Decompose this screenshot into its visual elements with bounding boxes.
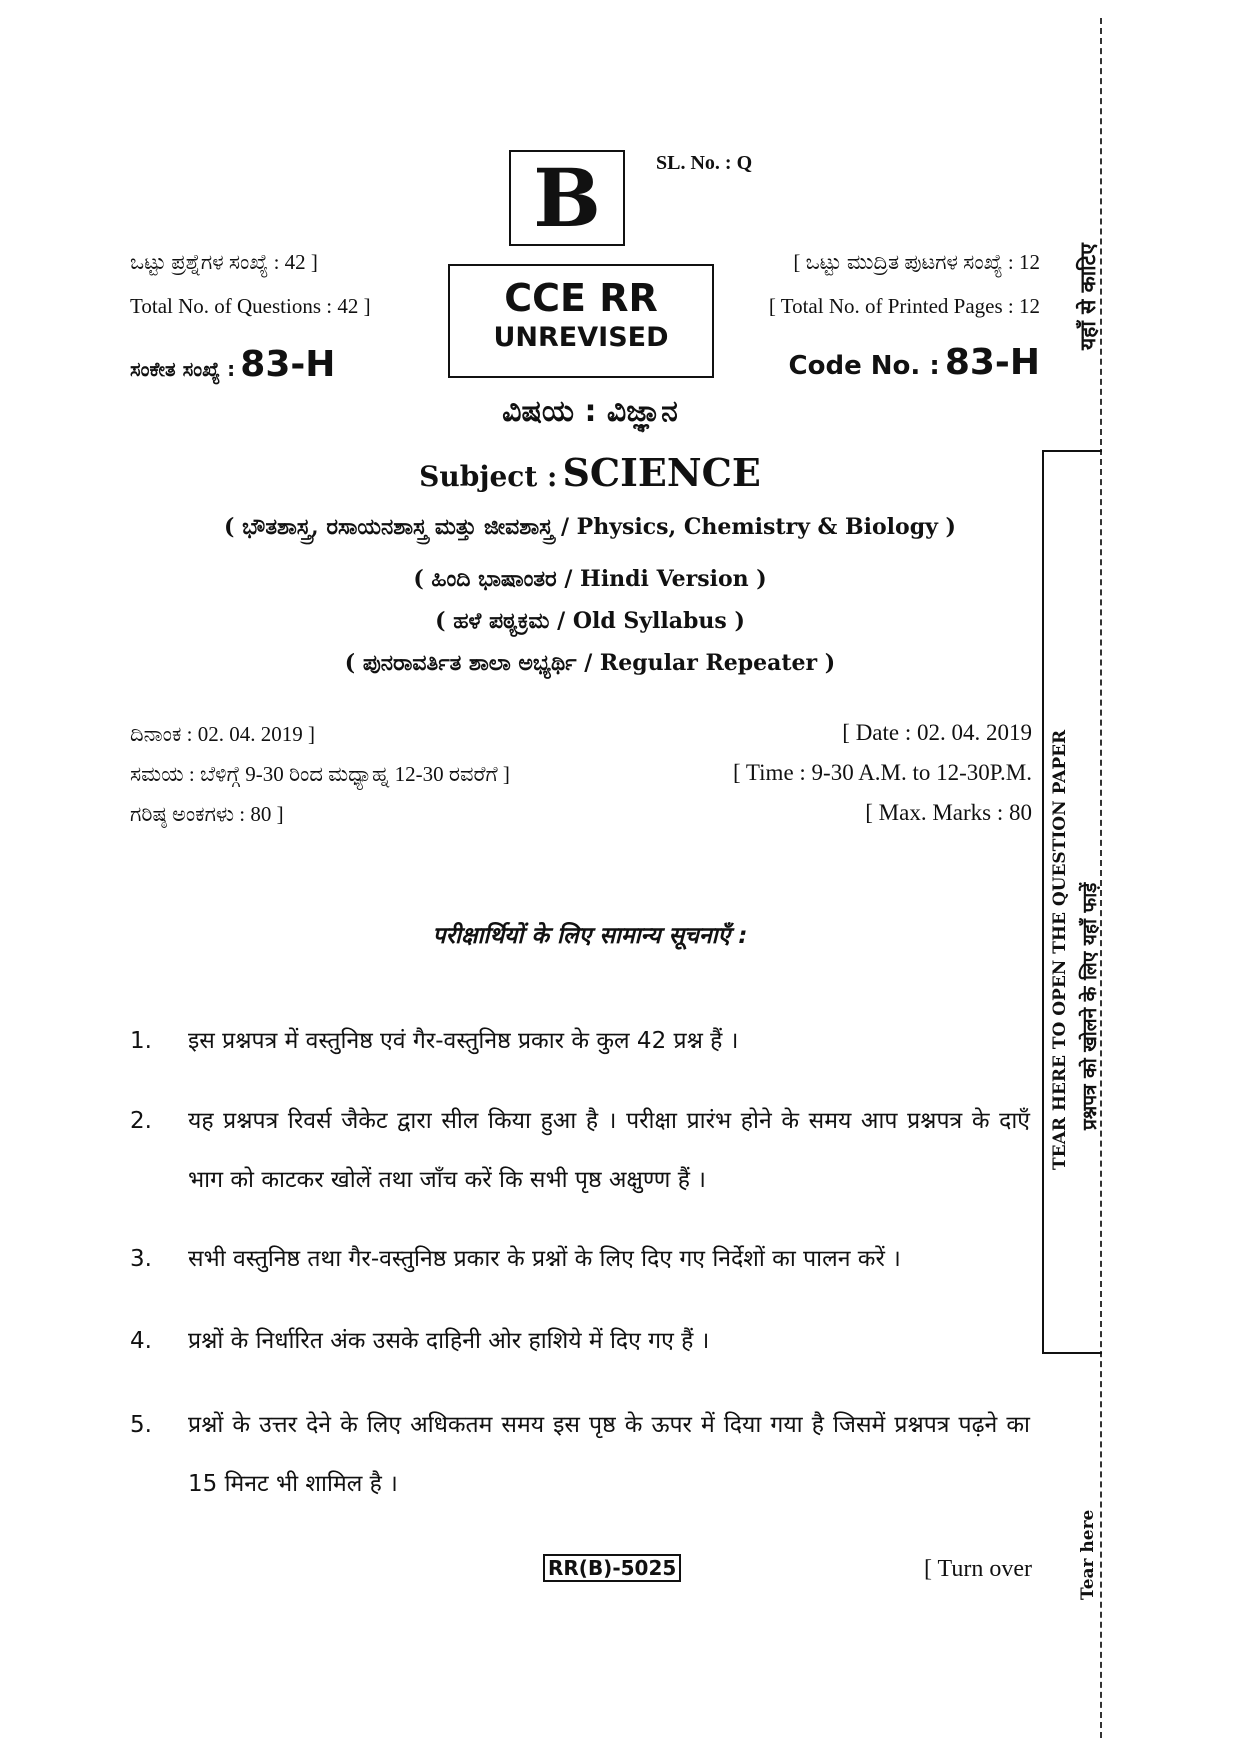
candidate-type-line: ( ಪುನರಾವರ್ತಿತ ಶಾಲಾ ಅಭ್ಯರ್ಥಿ / Regular Repeater )	[344, 650, 836, 676]
instruction-text: सभी वस्तुनिष्ठ तथा गैर-वस्तुनिष्ठ प्रकार के प्रश्नों के लिए दिए गए निर्देशों का पालन करें ।	[188, 1246, 901, 1272]
kannada-date: ದಿನಾಂಕ : 02. 04. 2019 ]	[130, 722, 315, 746]
kannada-code-value: 83-H	[240, 344, 336, 385]
subject-name: SCIENCE	[562, 450, 761, 495]
cce-box	[448, 264, 714, 378]
kannada-code-line	[130, 344, 335, 385]
instruction-item	[130, 1012, 1030, 1072]
tear-here-label: Tear here	[1078, 1509, 1098, 1600]
instruction-item	[130, 1230, 1030, 1290]
instruction-number: 1.	[130, 1028, 152, 1054]
exam-time: [ Time : 9-30 A.M. to 12-30P.M.	[732, 760, 1032, 785]
kannada-code-label: ಸಂಕೇತ ಸಂಖ್ಯೆ :	[130, 357, 236, 381]
kannada-time: ಸಮಯ : ಬೆಳಿಗ್ಗೆ 9-30 ರಿಂದ ಮಧ್ಯಾಹ್ನ 12-30 ರವರೆಗೆ ]	[130, 762, 510, 786]
total-pages: [ Total No. of Printed Pages : 12	[768, 294, 1040, 318]
tear-top-hindi: यहाँ से काटिए	[1076, 243, 1100, 350]
instruction-text: प्रश्नों के उत्तर देने के लिए अधिकतम समय इस पृष्ठ के ऊपर में दिया गया है जिसमें प्रश्नपत्र पढ़ने का 15 मिनट भी शामिल है ।	[188, 1412, 1030, 1497]
instructions-heading: परीक्षार्थियों के लिए सामान्य सूचनाएँ :	[432, 923, 748, 949]
exam-date: [ Date : 02. 04. 2019	[842, 720, 1032, 745]
series-letter-box	[509, 150, 625, 246]
max-marks: [ Max. Marks : 80	[865, 800, 1032, 825]
kannada-subject: ವಿಷಯ : ವಿಜ್ಞಾನ	[502, 394, 678, 429]
version-line: ( ಹಿಂದಿ ಭಾಷಾಂತರ / Hindi Version )	[413, 566, 767, 592]
instruction-number: 4.	[130, 1328, 152, 1354]
code-value: 83-H	[944, 342, 1040, 383]
cce-title: CCE RR	[504, 276, 658, 320]
instruction-text: इस प्रश्नपत्र में वस्तुनिष्ठ एवं गैर-वस्तुनिष्ठ प्रकार के कुल 42 प्रश्न हैं ।	[188, 1028, 739, 1054]
instruction-text: यह प्रश्नपत्र रिवर्स जैकेट द्वारा सील किया हुआ है । परीक्षा प्रारंभ होने के समय आप प्रश्नपत्र के दाएँ भाग को काटकर खोलें तथा जाँच करें कि सभी पृष्ठ अक्षुण्ण हैं ।	[188, 1108, 1030, 1193]
subject-branches: ( ಭೌತಶಾಸ್ತ್ರ, ರಸಾಯನಶಾಸ್ತ್ರ ಮತ್ತು ಜೀವಶಾಸ್ತ್ರ / Physics, Chemistry & Biology )	[224, 514, 956, 540]
code-line	[789, 342, 1040, 383]
instruction-number: 2.	[130, 1108, 152, 1134]
syllabus-line: ( ಹಳೆ ಪಠ್ಯಕ್ರಮ / Old Syllabus )	[435, 608, 745, 634]
kannada-total-pages: [ ಒಟ್ಟು ಮುದ್ರಿತ ಪುಟಗಳ ಸಂಖ್ಯೆ : 12	[793, 250, 1040, 274]
instruction-item	[130, 1092, 1030, 1212]
series-letter: B	[533, 151, 601, 245]
kannada-marks: ಗರಿಷ್ಠ ಅಂಕಗಳು : 80 ]	[130, 802, 284, 826]
instruction-text: प्रश्नों के निर्धारित अंक उसके दाहिनी ओर हाशिये में दिए गए हैं ।	[188, 1328, 710, 1354]
subject-line	[130, 450, 1050, 495]
kannada-total-questions: ಒಟ್ಟು ಪ್ರಶ್ನೆಗಳ ಸಂಖ್ಯೆ : 42 ]	[130, 250, 318, 274]
instruction-number: 3.	[130, 1246, 152, 1272]
instruction-item	[130, 1396, 1030, 1516]
tear-hindi: प्रश्नपत्र को खोलने के लिए यहाँ फाड़ें	[1079, 882, 1101, 1130]
tear-english: TEAR HERE TO OPEN THE QUESTION PAPER	[1050, 729, 1070, 1170]
subject-label: Subject :	[419, 460, 558, 493]
total-questions: Total No. of Questions : 42 ]	[130, 294, 371, 318]
serial-number: SL. No. : Q	[656, 152, 753, 174]
cce-subtitle: UNREVISED	[493, 322, 669, 353]
instruction-number: 5.	[130, 1412, 152, 1438]
turn-over: [ Turn over	[924, 1556, 1033, 1582]
instruction-item	[130, 1312, 1030, 1372]
code-label: Code No. :	[788, 351, 940, 381]
paper-code: RR(B)-5025	[543, 1554, 681, 1582]
